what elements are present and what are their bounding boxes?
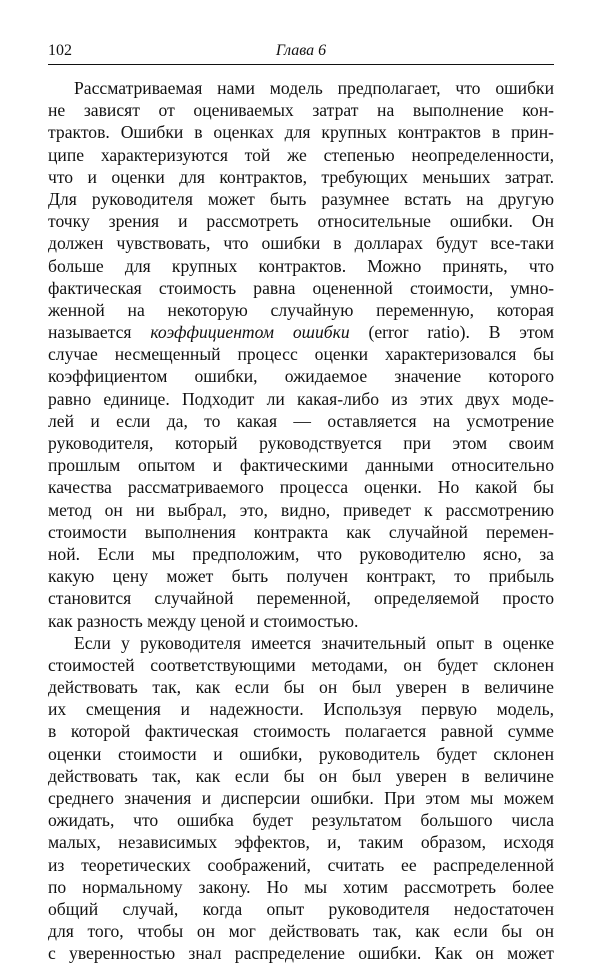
text-line: ципе характеризуются той же степенью неопределенности, xyxy=(48,144,554,165)
text-line: прошлым опытом и фактическими данными относительно xyxy=(48,455,554,476)
text-line: ной. Если мы предположим, что руководителю ясно, за xyxy=(48,543,554,564)
running-header xyxy=(48,40,554,65)
text-line-with-term xyxy=(48,321,554,343)
page-number: 102 xyxy=(48,42,72,59)
text-line: с уверенностью знал распределение ошибки. Как он может xyxy=(48,943,554,964)
text-line: метод он ни выбрал, это, видно, приведет к рассмотрению xyxy=(48,499,554,520)
text-line: для того, чтобы он мог действовать так, как если бы он xyxy=(48,921,554,942)
body-text xyxy=(48,77,554,965)
text-line: руководителя, который руководствуется при этом своим xyxy=(48,433,554,453)
book-page xyxy=(48,40,554,965)
text-line: не зависят от оцениваемых затрат на выполнение кон- xyxy=(48,100,554,121)
text-line: точку зрения и рассмотреть относительные ошибки. Он xyxy=(48,211,554,232)
text-line: больше для крупных контрактов. Можно принять, что xyxy=(48,255,554,276)
text-line: что и оценки для контрактов, требующих меньших затрат. xyxy=(48,166,554,187)
text-line: ожидать, что ошибка будет результатом большого числа xyxy=(48,810,554,831)
text-line: Рассматриваемая нами модель предполагает, что ошибки xyxy=(74,78,554,98)
line-text-after: (error ratio). В этом xyxy=(349,322,554,343)
text-line: действовать так, как если бы он был уверен в величине xyxy=(48,765,554,786)
text-line: стоимости выполнения контракта как случайной перемен- xyxy=(48,521,554,542)
text-line: среднего значения и дисперсии ошибки. При этом мы можем xyxy=(48,788,554,808)
text-line: общий случай, когда опыт руководителя недостаточен xyxy=(48,898,554,919)
text-line: малых, независимых эффектов, и, таким образом, исходя xyxy=(48,832,554,853)
text-line: действовать так, как если бы он был уверен в величине xyxy=(48,677,554,698)
text-line: трактов. Ошибки в оценках для крупных контрактов в прин- xyxy=(48,122,554,143)
chapter-title: Глава 6 xyxy=(275,42,327,59)
paragraph-2 xyxy=(48,632,554,965)
text-line: лей и если да, то какая — оставляется на усмотрение xyxy=(48,410,554,431)
text-line: качества рассматриваемого процесса оценки. Но какой бы xyxy=(48,477,554,498)
text-line: Если у руководителя имеется значительный опыт в оценке xyxy=(74,632,554,653)
text-line: оценки стоимости и ошибки, руководитель будет склонен xyxy=(48,743,554,764)
line-text-before: называется xyxy=(48,322,151,343)
text-line: женной на некоторую случайную переменную, которая xyxy=(48,299,554,320)
text-line: должен чувствовать, что ошибки в долларах будут все-таки xyxy=(48,233,554,254)
text-line: Для руководителя может быть разумнее встать на другую xyxy=(48,188,554,209)
text-line: случае несмещенный процесс оценки характеризовался бы xyxy=(48,344,554,365)
text-line: из теоретических соображений, считать ее распределенной xyxy=(48,854,554,875)
text-line: какую цену может быть получен контракт, то прибыль xyxy=(48,566,554,587)
text-line: в которой фактическая стоимость полагается равной сумме xyxy=(48,721,554,742)
text-line: стоимостей соответствующими методами, он будет склонен xyxy=(48,654,554,675)
text-line: как разность между ценой и стоимостью. xyxy=(48,610,359,631)
text-line: их смещения и надежности. Используя первую модель, xyxy=(48,699,554,720)
text-line: становится случайной переменной, определяемой просто xyxy=(48,588,554,609)
italic-term: коэффициентом ошибки xyxy=(150,322,350,343)
paragraph-1 xyxy=(48,77,554,632)
text-line: по нормальному закону. Но мы хотим рассмотреть более xyxy=(48,876,554,897)
text-line: равно единице. Подходит ли какая-либо из этих двух моде- xyxy=(48,388,554,409)
text-line: коэффициентом ошибки, ожидаемое значение которого xyxy=(48,366,554,387)
text-line: фактическая стоимость равна оцененной стоимости, умно- xyxy=(48,277,554,298)
